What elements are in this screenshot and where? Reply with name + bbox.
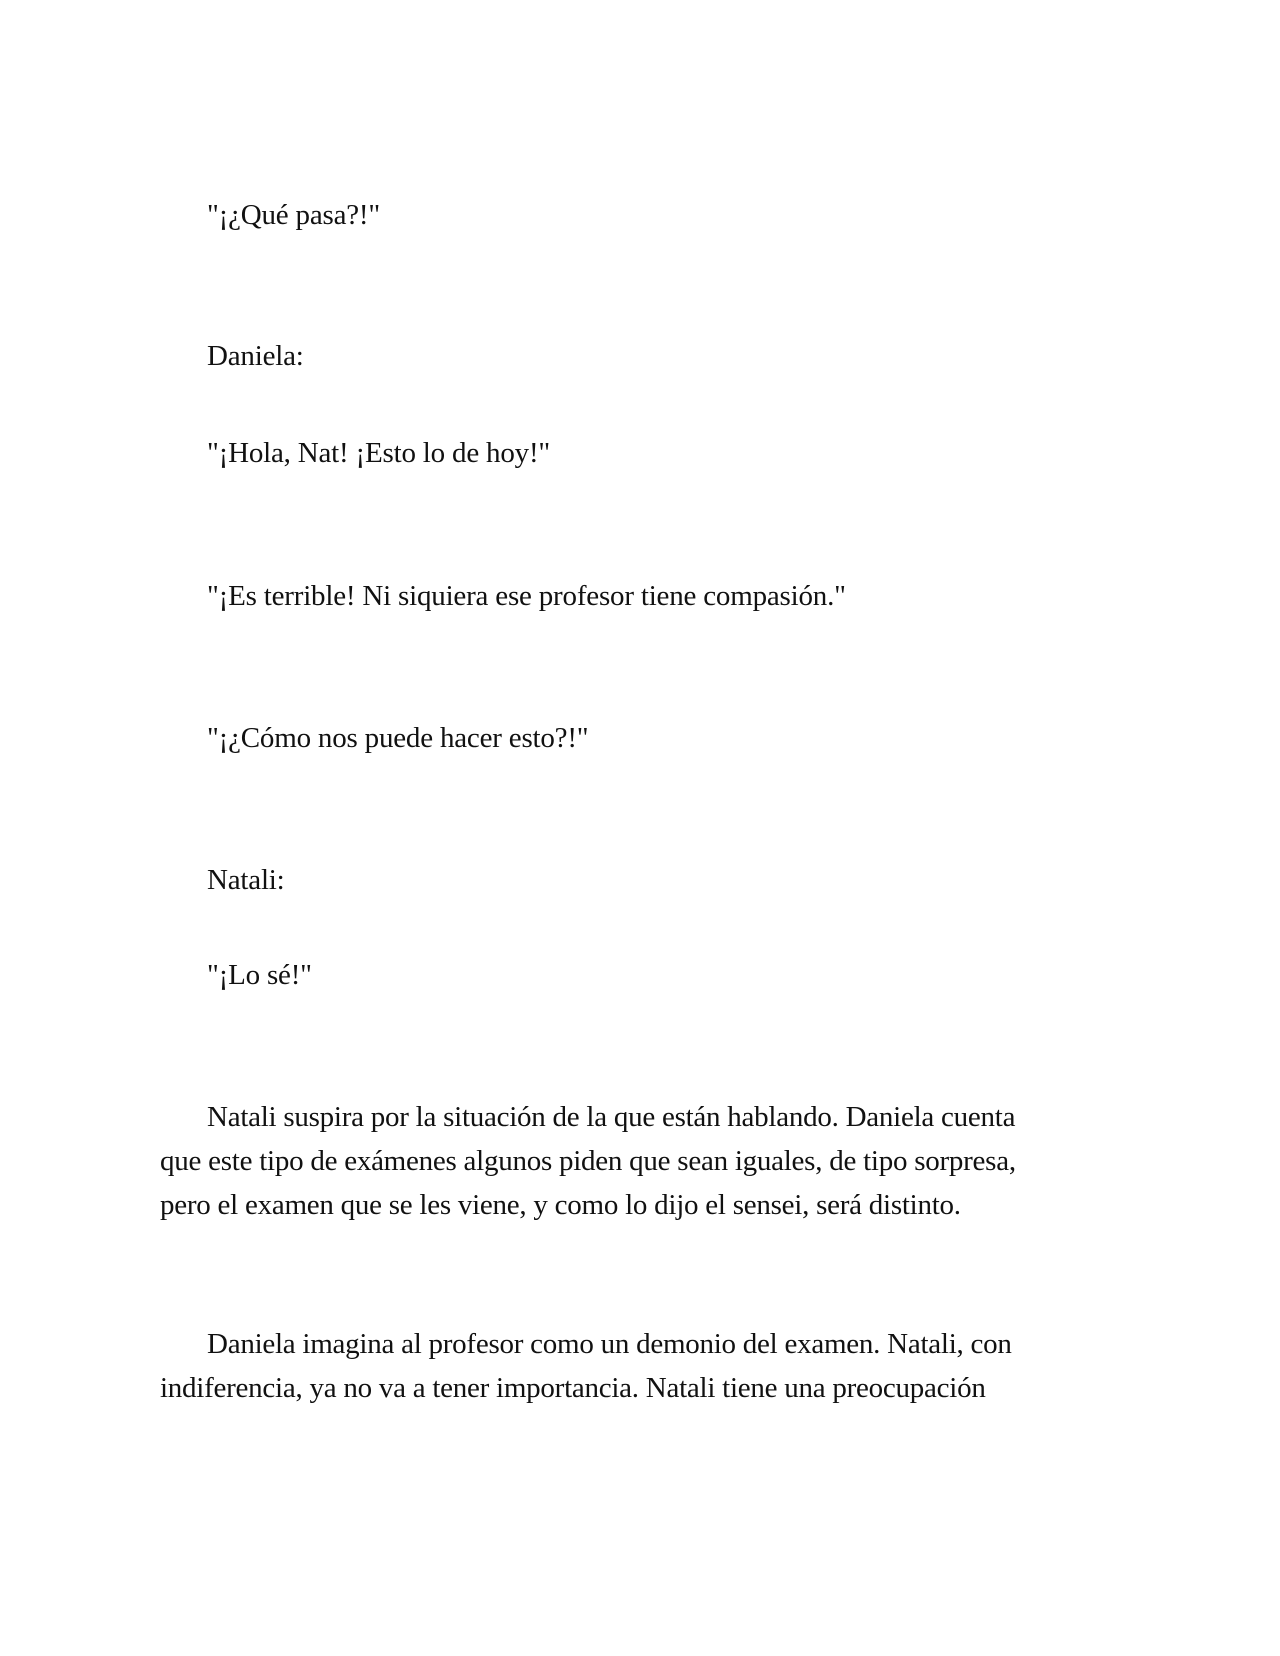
dialogue-line: "¡Lo sé!" — [207, 959, 312, 991]
paragraph-line: indiferencia, ya no va a tener importancia. Natali tiene una preocupación — [160, 1372, 986, 1404]
speaker-label: Natali: — [207, 864, 285, 896]
dialogue-line: "¡Hola, Nat! ¡Esto lo de hoy!" — [207, 437, 551, 469]
paragraph-line: pero el examen que se les viene, y como lo dijo el sensei, será distinto. — [160, 1189, 961, 1221]
speaker-label: Daniela: — [207, 340, 304, 372]
dialogue-line: "¡¿Cómo nos puede hacer esto?!" — [207, 722, 589, 754]
narrative-paragraph — [160, 1322, 1120, 1410]
paragraph-line: Natali suspira por la situación de la que están hablando. Daniela cuenta — [207, 1101, 1016, 1133]
dialogue-line: "¡¿Qué pasa?!" — [207, 199, 381, 231]
paragraph-line: que este tipo de exámenes algunos piden que sean iguales, de tipo sorpresa, — [160, 1145, 1016, 1177]
paragraph-line: Daniela imagina al profesor como un demonio del examen. Natali, con — [207, 1328, 1012, 1360]
dialogue-line: "¡Es terrible! Ni siquiera ese profesor tiene compasión." — [207, 580, 846, 612]
narrative-paragraph — [160, 1095, 1120, 1227]
